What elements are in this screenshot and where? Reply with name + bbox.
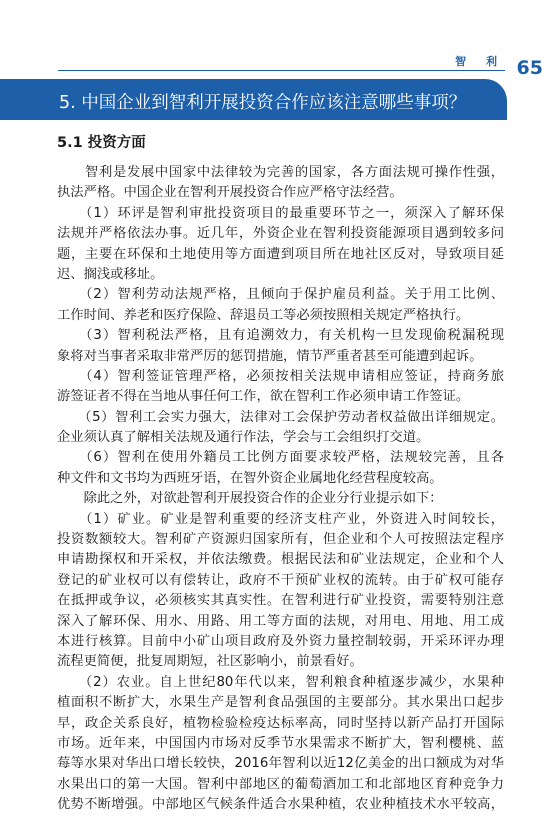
body-text xyxy=(57,163,504,816)
text-line: 迟、搁浅或移址。 xyxy=(57,266,164,282)
running-head: 智 利 xyxy=(455,55,505,68)
text-line: 登记的矿业权可以有偿转让，政府不干预矿业权的流转。由于矿权可能存 xyxy=(57,572,504,588)
text-line: 本进行核算。目前中小矿山项目政府及外资力量控制较弱，开采环评办理 xyxy=(57,633,504,649)
text-line: 优势不断增强。中部地区气候条件适合水果种植，农业种植技术水平较高， xyxy=(57,797,504,813)
text-line: 植面积不断扩大，水果生产是智利食品强国的主要部分。其水果出口起步 xyxy=(57,695,504,711)
text-line: 工作时间、养老和医疗保险、辞退员工等必须按照相关规定严格执行。 xyxy=(57,307,470,323)
text-line: （2）农业。自上世纪80年代以来，智利粮食种植逐步减少，水果种 xyxy=(57,674,504,690)
text-line: 市场。近年来，中国国内市场对反季节水果需求不断扩大，智利樱桃、蓝 xyxy=(57,735,504,751)
chapter-title-bar xyxy=(0,79,507,120)
text-line: 深入了解环保、用水、用路、用工等方面的法规，对用电、用地、用工成 xyxy=(57,613,504,629)
text-line: 水果出口的第一大国。智利中部地区的葡萄酒加工和北部地区育种竞争力 xyxy=(57,776,504,792)
text-line: 执法严格。中国企业在智利开展投资合作应严格守法经营。 xyxy=(57,185,403,201)
text-line: 企业须认真了解相关法规及通行作法，学会与工会组织打交道。 xyxy=(57,430,430,446)
text-line: （3）智利税法严格，且有追溯效力，有关机构一旦发现偷税漏税现 xyxy=(57,328,504,344)
text-line: 种文件和文书均为西班牙语，在智外资企业属地化经营程度较高。 xyxy=(57,470,443,486)
text-line: （6）智利在使用外籍员工比例方面要求较严格，法规较完善，且各 xyxy=(57,450,504,466)
text-line: 法规并严格依法办事。近几年，外资企业在智利投资能源项目遇到较多问 xyxy=(57,226,504,242)
text-line: 除此之外，对欲赴智利开展投资合作的企业分行业提示如下： xyxy=(57,491,443,507)
text-line: 莓等水果对华出口增长较快，2016年智利以近12亿美金的出口额成为对华 xyxy=(57,756,504,772)
text-line: （1）环评是智利审批投资项目的最重要环节之一，须深入了解环保 xyxy=(57,205,504,221)
chapter-title: 5. 中国企业到智利开展投资合作应该注意哪些事项？ xyxy=(59,93,467,113)
text-line: 题，主要在环保和土地使用等方面遭到项目所在地社区反对，导致项目延 xyxy=(57,246,504,262)
text-line: （5）智利工会实力强大，法律对工会保护劳动者权益做出详细规定。 xyxy=(57,409,504,425)
text-line: 象将对当事者采取非常严厉的惩罚措施，情节严重者甚至可能遭到起诉。 xyxy=(57,348,483,364)
text-line: 投资数额较大。智利矿产资源归国家所有，但企业和个人可按照法定程序 xyxy=(57,532,504,548)
text-line: 智利是发展中国家中法律较为完善的国家，各方面法规可操作性强， xyxy=(57,165,504,180)
section-heading: 5.1 投资方面 xyxy=(57,135,146,151)
text-line: （4）智利签证管理严格，必须按相关法规申请相应签证，持商务旅 xyxy=(57,368,504,384)
text-line: 在抵押或争议，必须核实其真实性。在智利进行矿业投资，需要特别注意 xyxy=(57,593,504,609)
text-line: （2）智利劳动法规严格，且倾向于保护雇员利益。关于用工比例、 xyxy=(57,287,504,303)
text-line: 早，政企关系良好，植物检验检疫达标率高，同时坚持以新产品打开国际 xyxy=(57,715,504,731)
page-number: 65 xyxy=(516,57,543,79)
text-line: （1）矿业。矿业是智利重要的经济支柱产业，外资进入时间较长， xyxy=(57,511,504,527)
header-rule xyxy=(58,70,505,71)
text-line: 流程更简便，批复周期短，社区影响小，前景看好。 xyxy=(57,654,363,670)
text-line: 申请勘探权和开采权，并依法缴费。根据民法和矿业法规定，企业和个人 xyxy=(57,552,504,568)
text-line: 游签证者不得在当地从事任何工作，欲在智利工作必须申请工作签证。 xyxy=(57,389,470,405)
